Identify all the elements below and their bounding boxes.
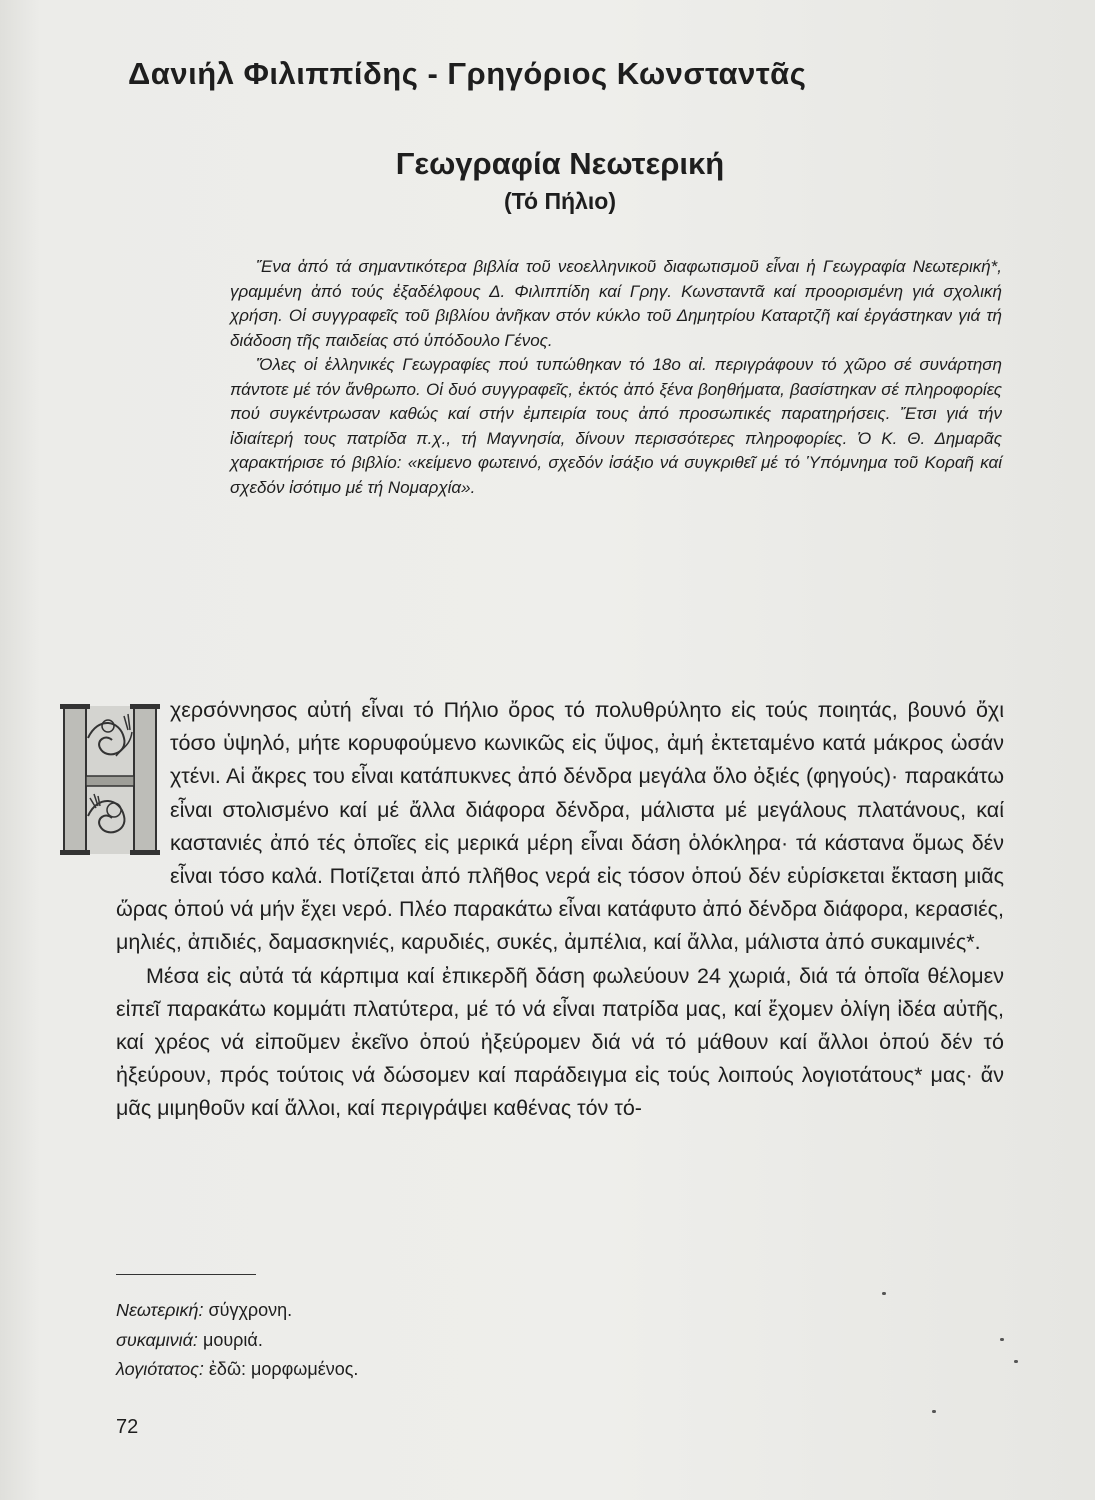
intro-text [230, 255, 1002, 500]
body-paragraph: χερσόννησος αὐτή εἶναι τό Πήλιο ὄρος τό πολυθρύλητο εἰς τούς ποιητάς, βουνό ὄχι τόσο ὑψηλό, μήτε κορυφούμενο κωνικῶς εἰς ὕψος, ἀμή ἐκτεταμένο κατά μάκρος ὡσάν χτένι. Αἱ ἄκρες του εἶναι κατάπυκνες ἀπό δένδρα μεγάλα ὅλο ὀξιές (φηγούς)· παρακάτω εἶναι στολισμένο καί μέ ἄλλα διάφορα δένδρα, μάλιστα μέ μεγάλους πλατάνους, καί καστανιές ἀπό τές ὁποῖες εἰς μερικά μέρη εἶναι δάση ὁλόκληρα· τά κάστανα ὅμως δέν εἶναι τόσο καλά. Ποτίζεται ἀπό πλῆθος νερά εἰς τόσον ὁπού δέν εὑρίσκεται ἔκταση μιᾶς ὥρας ὁπού νά μήν ἔχει νερό. Πλέο παρακάτω εἶναι κατάφυτο ἀπό δένδρα διάφορα, κερασιές, μηλιές, ἀπιδιές, δαμασκηνιές, καρυδιές, συκές, ἀμπέλια, καί ἄλλα, μάλιστα ἀπό συκαμινές*. [116, 698, 1004, 955]
footnote-divider [116, 1274, 256, 1275]
footnote-term: συκαμινιά: [116, 1329, 198, 1350]
footnote [116, 1326, 716, 1356]
footnote-term: λογιότατος: [116, 1359, 204, 1379]
intro-paragraph: Ἕνα ἀπό τά σημαντικότερα βιβλία τοῦ νεοελληνικοῦ διαφωτισμοῦ εἶναι ἡ Γεωγραφία Νεωτερική*, γραμμένη ἀπό τούς ἐξαδέλφους Δ. Φιλιππίδη καί Γρηγ. Κωνσταντᾶ καί προορισμένη γιά σχολική χρήση. Οἱ συγγραφεῖς τοῦ βιβλίου ἀνῆκαν στόν κύκλο τοῦ Δημητρίου Καταρτζῆ καί ἐργάστηκαν γιά τή διάδοση τῆς παιδείας στό ὑπόδουλο Γένος. [230, 257, 1002, 350]
page-title: Γεωγραφία Νεωτερική [395, 146, 725, 181]
print-speck [1000, 1338, 1004, 1341]
footnote [116, 1355, 716, 1385]
intro-paragraph: Ὅλες οἱ ἑλληνικές Γεωγραφίες πού τυπώθηκαν τό 18ο αἰ. περιγράφουν τό χῶρο σέ συνάρτηση πάντοτε μέ τόν ἄνθρωπο. Οἱ δυό συγγραφεῖς, ἐκτός ἀπό ξένα βοηθήματα, βασίστηκαν σέ πληροφορίες πού συγκέντρωσαν καθώς καί στήν ἐμπειρία τους ἀπό προσωπικές παρατηρήσεις. Ἔτσι γιά τήν ἰδιαίτερή τους πατρίδα π.χ., τή Μαγνησία, δίνουν περισσότερες πληροφορίες. Ὁ Κ. Θ. Δημαρᾶς χαρακτήρισε τό βιβλίο: «κείμενο φωτεινό, σχεδόν ἰσάξιο νά συγκριθεῖ μέ τό Ὑπόμνημα τοῦ Κοραῆ καί σχεδόν ἰσότιμο μέ τή Νομαρχία». [230, 355, 1002, 497]
author-heading: Δανιήλ Φιλιππίδης - Γρηγόριος Κωνσταντᾶς [128, 56, 807, 91]
page-subtitle: (Τό Πήλιο) [504, 188, 616, 214]
decorated-initial [58, 698, 162, 863]
footnotes [116, 1296, 716, 1385]
footnote-definition: σύγχρονη. [208, 1300, 293, 1320]
footnote-definition: μουριά. [202, 1329, 263, 1350]
footnote-definition: ἐδῶ: μορφωμένος. [208, 1359, 359, 1379]
body-paragraph: Μέσα εἰς αὐτά τά κάρπιμα καί ἐπικερδῆ δάση φωλεύουν 24 χωριά, διά τά ὁποῖα θέλομεν εἰπεῖ παρακάτω κομμάτι πλατύτερα, μέ τό νά εἶναι πατρίδα μας, καί ἔχομεν ὀλίγη ἰδέα αὐτῆς, καί χρέος νά εἰποῦμεν ἐκεῖνο ὁπού ἠξεύρομεν διά νά τό μάθουν καί ἄλλοι ὁπού δέν τό ἠξεύρουν, πρός τούτοις νά δώσομεν καί παράδειγμα εἰς τούς λοιπούς λογιοτάτους* μας· ἄν μᾶς μιμηθοῦν καί ἄλλοι, καί περιγράψει καθένας τόν τό- [116, 963, 1004, 1121]
footnote [116, 1296, 716, 1326]
main-text [116, 694, 1004, 1126]
page-number: 72 [116, 1416, 139, 1438]
ornament-initial-icon [58, 698, 162, 863]
print-speck [1014, 1360, 1018, 1363]
footnote-term: Νεωτερική: [116, 1300, 204, 1320]
print-speck [932, 1410, 936, 1413]
print-speck [882, 1292, 886, 1295]
